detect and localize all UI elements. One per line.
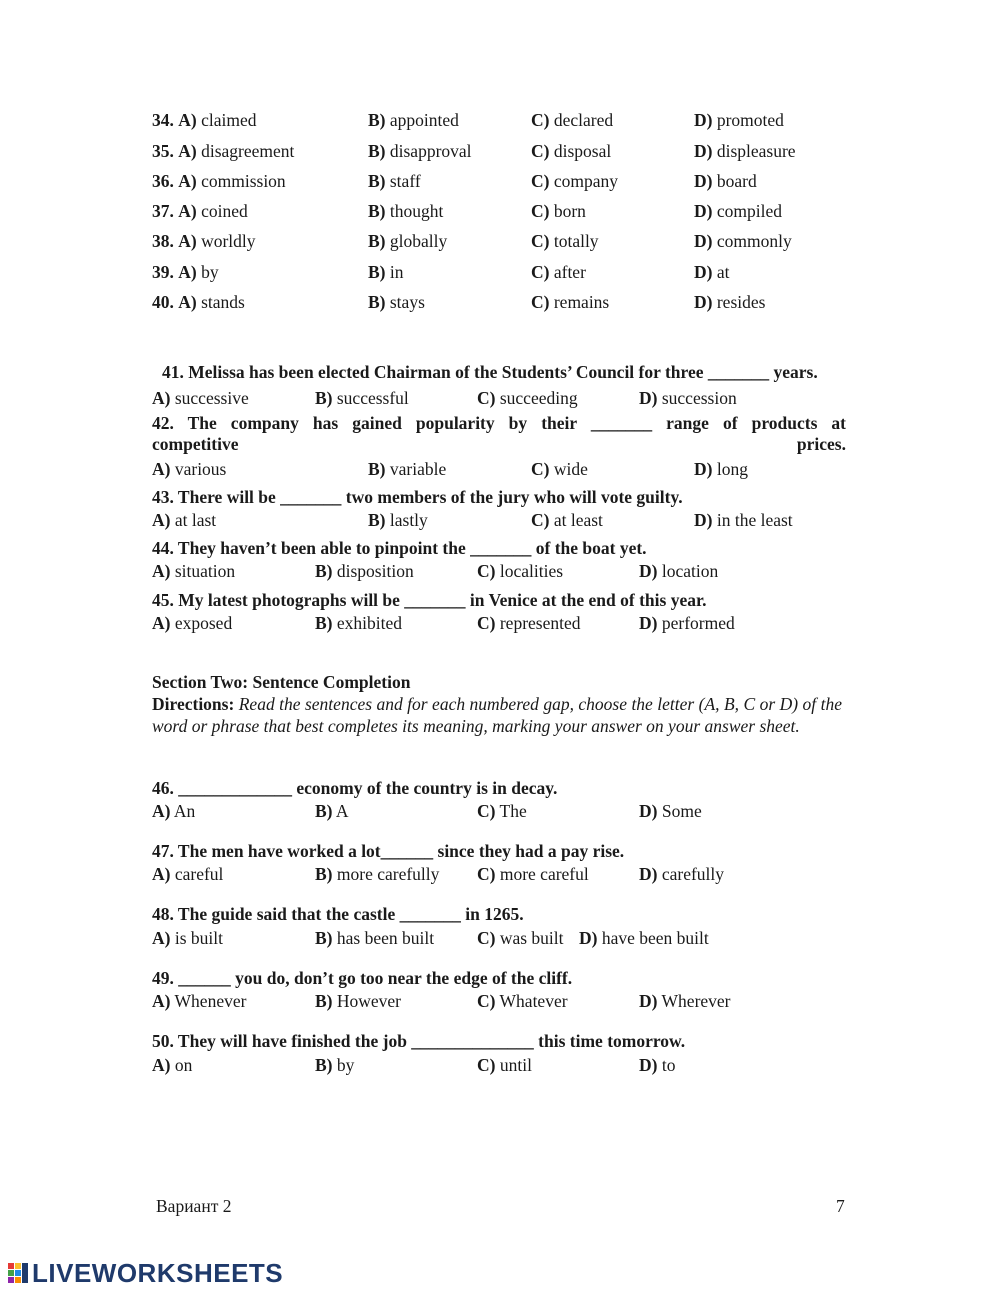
option-letter: C)	[477, 864, 496, 884]
option-letter: B)	[368, 459, 386, 479]
option-letter: B)	[315, 388, 333, 408]
option-letter: C)	[531, 459, 550, 479]
option-b: However	[336, 991, 402, 1011]
option-letter: A)	[152, 928, 171, 948]
question-number: 39.	[152, 262, 174, 282]
option-letter: D)	[639, 801, 658, 821]
option-b: in	[389, 262, 404, 282]
option-letter: D)	[694, 510, 713, 530]
option-letter: B)	[368, 110, 386, 130]
option-a: at last	[174, 510, 217, 530]
option-letter: A)	[178, 171, 197, 191]
liveworksheets-logo-text: LIVEWORKSHEETS	[32, 1257, 284, 1288]
option-b: A	[335, 801, 349, 821]
section-title: Section Two: Sentence Completion	[152, 672, 411, 692]
option-d: long	[716, 459, 748, 479]
option-c: born	[553, 201, 586, 221]
options-50	[152, 1055, 852, 1079]
option-letter: B)	[368, 141, 386, 161]
option-letter: A)	[152, 1055, 171, 1075]
liveworksheets-logo[interactable]	[8, 1258, 283, 1288]
option-b: variable	[389, 459, 447, 479]
option-c: disposal	[553, 141, 612, 161]
question-number: 40.	[152, 292, 174, 312]
question-49: 49. ______ you do, don’t go too near the edge of the cliff.	[152, 968, 573, 988]
option-c: more careful	[499, 864, 589, 884]
option-letter: C)	[531, 110, 550, 130]
option-letter: C)	[477, 991, 496, 1011]
option-letter: B)	[368, 201, 386, 221]
option-letter: D)	[694, 201, 713, 221]
option-d: Some	[661, 801, 702, 821]
answer-row-34	[152, 110, 852, 134]
option-a: commission	[201, 171, 286, 191]
option-letter: C)	[531, 510, 550, 530]
option-letter: D)	[579, 928, 598, 948]
option-d: performed	[661, 613, 735, 633]
option-b: stays	[389, 292, 425, 312]
option-letter: D)	[694, 171, 713, 191]
option-letter: B)	[315, 561, 333, 581]
page-number: 7	[836, 1196, 845, 1216]
option-c: localities	[499, 561, 564, 581]
question-number: 35.	[152, 141, 174, 161]
option-c: declared	[553, 110, 614, 130]
directions	[152, 693, 842, 737]
option-letter: C)	[477, 613, 496, 633]
option-letter: C)	[477, 388, 496, 408]
option-c: wide	[553, 459, 588, 479]
options-43	[152, 510, 852, 534]
option-d: location	[661, 561, 719, 581]
answer-row-37	[152, 201, 852, 225]
option-c: until	[499, 1055, 532, 1075]
option-letter: B)	[315, 991, 333, 1011]
options-42	[152, 459, 852, 483]
option-letter: C)	[531, 141, 550, 161]
options-48	[152, 928, 852, 952]
option-letter: C)	[477, 561, 496, 581]
option-b: disapproval	[389, 141, 472, 161]
option-a: disagreement	[201, 141, 295, 161]
question-42-line-2: competitive prices.	[152, 434, 846, 454]
directions-label: Directions:	[152, 694, 235, 714]
option-a: successive	[174, 388, 249, 408]
option-c: succeeding	[499, 388, 578, 408]
option-letter: D)	[639, 613, 658, 633]
option-c: company	[553, 171, 618, 191]
option-letter: A)	[178, 110, 197, 130]
question-42-line-1: 42. The company has gained popularity by their _______ range of products at	[152, 413, 846, 433]
options-41	[152, 388, 852, 412]
option-d: succession	[661, 388, 737, 408]
option-c: after	[553, 262, 586, 282]
question-45: 45. My latest photographs will be _______ in Venice at the end of this year.	[152, 590, 707, 610]
option-d: carefully	[661, 864, 725, 884]
option-letter: A)	[152, 864, 171, 884]
option-letter: B)	[315, 613, 333, 633]
option-letter: B)	[315, 801, 333, 821]
directions-text: Read the sentences and for each numbered gap, choose the letter (A, B, C or D) of the word or phrase that best completes its meaning, marking your answer on your answer sheet.	[152, 694, 842, 736]
option-c: remains	[553, 292, 610, 312]
option-d: compiled	[716, 201, 782, 221]
question-44: 44. They haven’t been able to pinpoint the _______ of the boat yet.	[152, 538, 647, 558]
question-number: 37.	[152, 201, 174, 221]
options-46	[152, 801, 852, 825]
option-letter: C)	[531, 262, 550, 282]
question-number: 38.	[152, 231, 174, 251]
option-a: claimed	[201, 110, 257, 130]
liveworksheets-logo-icon	[8, 1261, 30, 1285]
options-44	[152, 561, 852, 585]
option-a: on	[174, 1055, 193, 1075]
option-letter: D)	[639, 1055, 658, 1075]
option-letter: A)	[152, 388, 171, 408]
option-b: disposition	[336, 561, 414, 581]
option-letter: A)	[152, 459, 171, 479]
answer-row-39	[152, 262, 852, 286]
option-letter: A)	[152, 613, 171, 633]
question-number: 36.	[152, 171, 174, 191]
option-d: resides	[716, 292, 766, 312]
option-d: Wherever	[661, 991, 731, 1011]
question-47: 47. The men have worked a lot______ since they had a pay rise.	[152, 841, 625, 861]
option-d: in the least	[716, 510, 793, 530]
option-c: Whatever	[499, 991, 568, 1011]
question-42	[152, 413, 846, 455]
option-d: have been built	[601, 928, 709, 948]
option-letter: C)	[531, 201, 550, 221]
option-letter: B)	[368, 262, 386, 282]
option-d: commonly	[716, 231, 792, 251]
option-letter: A)	[152, 510, 171, 530]
option-letter: A)	[152, 561, 171, 581]
question-50: 50. They will have finished the job ______________ this time tomorrow.	[152, 1031, 686, 1051]
option-a: exposed	[174, 613, 233, 633]
option-b: has been built	[336, 928, 435, 948]
option-letter: D)	[694, 141, 713, 161]
answer-row-40	[152, 292, 852, 316]
option-letter: D)	[694, 292, 713, 312]
option-b: thought	[389, 201, 444, 221]
variant-label: Вариант 2	[156, 1196, 232, 1216]
option-a: stands	[201, 292, 245, 312]
option-a: is built	[174, 928, 223, 948]
answer-row-38	[152, 231, 852, 255]
option-c: was built	[499, 928, 564, 948]
question-46: 46. _____________ economy of the country is in decay.	[152, 778, 558, 798]
option-letter: D)	[694, 110, 713, 130]
option-letter: C)	[477, 801, 496, 821]
option-c: totally	[553, 231, 599, 251]
option-letter: D)	[639, 561, 658, 581]
option-letter: A)	[152, 801, 171, 821]
option-b: successful	[336, 388, 409, 408]
option-letter: D)	[694, 262, 713, 282]
option-letter: C)	[477, 928, 496, 948]
option-b: exhibited	[336, 613, 402, 633]
option-letter: D)	[694, 459, 713, 479]
option-d: to	[661, 1055, 676, 1075]
option-b: by	[336, 1055, 355, 1075]
option-letter: D)	[639, 991, 658, 1011]
option-letter: B)	[315, 864, 333, 884]
option-c: represented	[499, 613, 581, 633]
option-a: An	[173, 801, 196, 821]
option-a: various	[174, 459, 227, 479]
option-letter: D)	[639, 864, 658, 884]
option-letter: B)	[368, 510, 386, 530]
option-letter: B)	[368, 292, 386, 312]
option-letter: B)	[315, 1055, 333, 1075]
option-letter: B)	[368, 171, 386, 191]
option-d: promoted	[716, 110, 784, 130]
option-c: The	[499, 801, 527, 821]
option-d: board	[716, 171, 757, 191]
question-43: 43. There will be _______ two members of the jury who will vote guilty.	[152, 487, 683, 507]
option-d: at	[716, 262, 730, 282]
option-letter: C)	[477, 1055, 496, 1075]
option-letter: A)	[178, 201, 197, 221]
option-b: staff	[389, 171, 421, 191]
option-letter: B)	[368, 231, 386, 251]
option-letter: A)	[178, 141, 197, 161]
option-a: worldly	[201, 231, 256, 251]
answer-row-36	[152, 171, 852, 195]
option-b: appointed	[389, 110, 459, 130]
option-b: more carefully	[336, 864, 440, 884]
option-letter: A)	[178, 292, 197, 312]
options-45	[152, 613, 852, 637]
option-a: careful	[174, 864, 224, 884]
options-47	[152, 864, 852, 888]
option-c: at least	[553, 510, 603, 530]
option-letter: B)	[315, 928, 333, 948]
option-letter: A)	[178, 262, 197, 282]
question-41: 41. Melissa has been elected Chairman of the Students’ Council for three _______ years.	[162, 362, 818, 382]
option-letter: C)	[531, 292, 550, 312]
question-48: 48. The guide said that the castle _______ in 1265.	[152, 904, 524, 924]
answer-row-35	[152, 141, 852, 165]
option-b: globally	[389, 231, 448, 251]
option-letter: A)	[152, 991, 171, 1011]
option-letter: C)	[531, 231, 550, 251]
option-d: displeasure	[716, 141, 796, 161]
option-letter: D)	[639, 388, 658, 408]
option-a: coined	[201, 201, 248, 221]
option-b: lastly	[389, 510, 428, 530]
option-a: by	[201, 262, 219, 282]
option-a: Whenever	[174, 991, 247, 1011]
option-letter: D)	[694, 231, 713, 251]
option-a: situation	[174, 561, 236, 581]
options-49	[152, 991, 852, 1015]
option-letter: C)	[531, 171, 550, 191]
question-number: 34.	[152, 110, 174, 130]
option-letter: A)	[178, 231, 197, 251]
